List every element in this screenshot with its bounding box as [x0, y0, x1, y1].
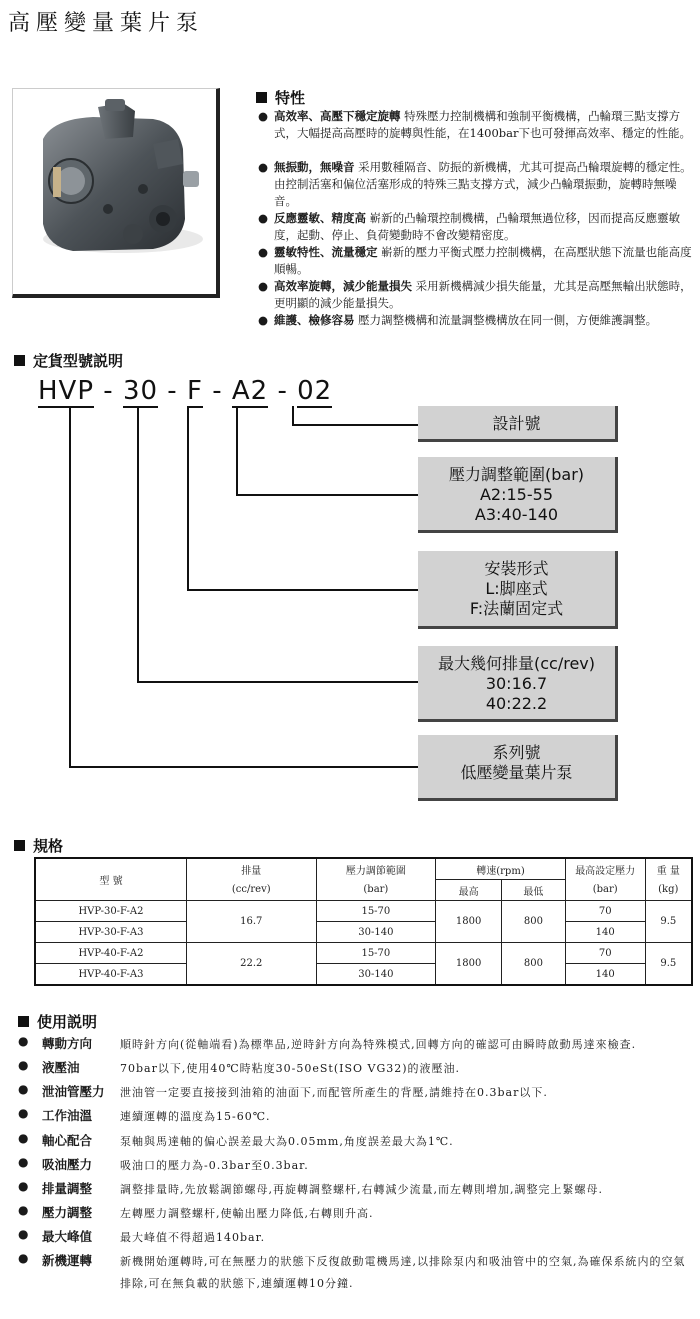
usage-label: 泄油管壓力 — [42, 1084, 105, 1099]
bullet-icon: ● — [18, 1251, 29, 1265]
cell-max-pressure: 70 — [565, 901, 645, 922]
box-line: 設計號 — [492, 414, 541, 433]
usage-desc: 順時針方向(從軸端看)為標準品,逆時針方向為特殊模式,回轉方向的確認可由瞬時啟動馬達來檢查. — [120, 1038, 637, 1051]
feature-desc: 采用新機構減少損失能量，尤其是高壓無輸出狀態時，更明顯的減少能量損失。 — [274, 279, 692, 310]
usage-desc: 連續運轉的溫度為15-60℃. — [120, 1110, 271, 1123]
model-design: 02 — [297, 376, 333, 406]
table-header-row — [35, 858, 692, 880]
usage-desc: 70bar以下,使用40℃時粘度30-50eSt(ISO VG32)的液壓油. — [120, 1062, 461, 1075]
bullet-icon: ● — [18, 1179, 29, 1193]
product-photo — [12, 88, 220, 298]
model-separator: - — [103, 376, 114, 406]
model-series: HVP — [38, 376, 95, 406]
code-box-design — [418, 406, 618, 442]
feature-label: 反應靈敏、精度高 — [274, 211, 366, 225]
connector-line — [292, 424, 418, 426]
header-weight: 重 量 — [645, 858, 692, 880]
usage-desc: 吸油口的壓力為-0.3bar至0.3bar. — [120, 1159, 309, 1172]
code-box-displacement — [418, 646, 618, 722]
cell-pressure-range: 30-140 — [316, 922, 436, 943]
feature-desc: 嶄新的壓力平衡式壓力控制機構，在高壓狀態下流量也能高度順暢。 — [274, 245, 692, 276]
feature-item — [258, 108, 698, 142]
bullet-icon: ● — [258, 160, 269, 174]
feature-label: 高效率、高壓下穩定旋轉 — [274, 109, 401, 123]
usage-desc: 泵軸與馬達軸的偏心誤差最大為0.05mm,角度誤差最大為1℃. — [120, 1135, 454, 1148]
features-heading-label: 特性 — [275, 89, 306, 107]
feature-desc: 采用數種隔音、防振的新機構，尤其可提高凸輪環旋轉的穩定性。由控制活塞和偏位活塞形成的特殊三點支撐方式，減少凸輪環振動，旋轉時無噪音。 — [274, 160, 692, 208]
feature-item — [258, 210, 698, 244]
cell-weight: 9.5 — [645, 901, 692, 943]
cell-speed-min: 800 — [502, 943, 566, 986]
model-displacement: 30 — [122, 376, 159, 406]
cell-pressure-range: 15-70 — [316, 943, 436, 964]
connector-line — [137, 681, 418, 683]
bullet-icon: ● — [18, 1082, 29, 1096]
cell-displacement: 22.2 — [186, 943, 316, 986]
bullet-icon: ● — [258, 313, 269, 327]
connector-line — [292, 406, 294, 425]
table-row — [35, 943, 692, 964]
cell-max-pressure: 140 — [565, 964, 645, 986]
model-mounting: F — [186, 376, 203, 406]
page-title: 高壓變量葉片泵 — [8, 11, 205, 36]
box-line: L:脚座式 — [485, 579, 548, 598]
box-line: 最大幾何排量(cc/rev) — [437, 654, 595, 673]
usage-heading-label: 使用説明 — [37, 1013, 98, 1031]
box-line: 系列號 — [492, 743, 541, 762]
cell-max-pressure: 140 — [565, 922, 645, 943]
usage-desc: 最大峰值不得超過140bar. — [120, 1231, 266, 1244]
cell-pressure-range: 15-70 — [316, 901, 436, 922]
bullet-icon: ● — [18, 1203, 29, 1217]
bullet-icon: ● — [18, 1106, 29, 1120]
feature-label: 高效率旋轉，減少能量損失 — [274, 279, 412, 293]
spec-heading-label: 規格 — [33, 837, 64, 855]
heading-square-icon — [14, 355, 25, 366]
connector-line — [69, 406, 71, 767]
connector-line — [187, 406, 189, 590]
header-pressure-unit: (bar) — [316, 880, 436, 901]
code-box-pressure — [418, 457, 618, 533]
bullet-icon: ● — [258, 109, 269, 123]
usage-desc: 調整排量時,先放鬆調節螺母,再旋轉調整螺杆,右轉減少流量,而左轉則增加,調整完上緊螺母. — [120, 1183, 603, 1196]
feature-item — [258, 159, 698, 210]
box-line: A3:40-140 — [474, 505, 559, 524]
usage-label: 最大峰值 — [42, 1229, 93, 1244]
code-box-series — [418, 735, 618, 801]
feature-item — [258, 278, 698, 312]
box-line: 30:16.7 — [485, 674, 548, 693]
feature-label: 靈敏特性、流量穩定 — [274, 245, 378, 259]
ordering-heading — [14, 350, 123, 371]
cell-weight: 9.5 — [645, 943, 692, 986]
connector-line — [187, 589, 418, 591]
header-displacement-unit: (cc/rev) — [186, 880, 316, 901]
ordering-heading-label: 定貨型號説明 — [33, 352, 124, 370]
bullet-icon: ● — [18, 1058, 29, 1072]
header-speed-max: 最高 — [436, 880, 502, 901]
cell-pressure-range: 30-140 — [316, 964, 436, 986]
code-box-mounting — [418, 551, 618, 629]
usage-label: 工作油溫 — [42, 1108, 93, 1123]
connector-line — [236, 494, 418, 496]
bullet-icon: ● — [258, 279, 269, 293]
header-max-pressure-unit: (bar) — [565, 880, 645, 901]
table-row — [35, 901, 692, 922]
feature-label: 維護、檢修容易 — [274, 313, 355, 327]
header-speed: 轉速(rpm) — [436, 858, 566, 880]
heading-square-icon — [256, 92, 267, 103]
header-model: 型 號 — [35, 858, 186, 901]
header-max-pressure: 最高設定壓力 — [565, 858, 645, 880]
header-displacement: 排量 — [186, 858, 316, 880]
feature-item — [258, 244, 698, 278]
model-separator: - — [167, 376, 178, 406]
box-line: A2:15-55 — [479, 485, 553, 504]
box-line: 安裝形式 — [484, 559, 549, 578]
usage-label: 新機運轉 — [42, 1253, 93, 1268]
bullet-icon: ● — [18, 1131, 29, 1145]
usage-label: 轉動方向 — [42, 1036, 93, 1051]
spec-heading — [14, 835, 63, 856]
bullet-icon: ● — [18, 1034, 29, 1048]
model-pressure: A2 — [231, 376, 269, 406]
usage-label: 吸油壓力 — [42, 1157, 93, 1172]
usage-desc: 新機開始運轉時,可在無壓力的狀態下反復啟動電機馬達,以排除泵内和吸油管中的空氣,為確保系統内的空氣排除,可在無負載的狀態下,連續運轉10分鐘. — [120, 1255, 686, 1290]
feature-desc: 特殊壓力控制機構和強制平衡機構，凸輪環三點支撐方式，大幅提高高壓時的旋轉與性能，在1400bar下也可發揮高效率、穩定的性能。 — [274, 109, 691, 140]
feature-desc: 壓力調整機構和流量調整機構放在同一側，方便維護調整。 — [358, 313, 658, 327]
heading-square-icon — [14, 840, 25, 851]
connector-line — [236, 406, 238, 495]
usage-heading — [18, 1011, 97, 1032]
usage-label: 排量調整 — [42, 1181, 93, 1196]
cell-speed-max: 1800 — [436, 901, 502, 943]
vane-pump-illustration — [13, 89, 217, 295]
box-line: 低壓變量葉片泵 — [460, 763, 573, 782]
heading-square-icon — [18, 1016, 29, 1027]
cell-model: HVP-30-F-A2 — [35, 901, 186, 922]
header-speed-min: 最低 — [502, 880, 566, 901]
feature-desc: 嶄新的凸輪環控制機構，凸輪環無過位移，因而提高反應靈敏度，起動、停止、負荷變動時不會改變精密度。 — [274, 211, 681, 242]
header-weight-unit: (kg) — [645, 880, 692, 901]
model-separator: - — [212, 376, 223, 406]
cell-model: HVP-40-F-A3 — [35, 964, 186, 986]
connector-line — [69, 766, 418, 768]
feature-item — [258, 312, 698, 329]
usage-desc: 左轉壓力調整螺杆,使輸出壓力降低,右轉則升高. — [120, 1207, 374, 1220]
feature-label: 無振動，無噪音 — [274, 160, 355, 174]
box-line: F:法蘭固定式 — [469, 599, 564, 618]
cell-max-pressure: 70 — [565, 943, 645, 964]
table-row — [35, 964, 692, 986]
bullet-icon: ● — [258, 211, 269, 225]
bullet-icon: ● — [18, 1155, 29, 1169]
usage-desc: 泄油管一定要直接接到油箱的油面下,而配管所產生的背壓,請維持在0.3bar以下. — [120, 1086, 548, 1099]
bullet-icon: ● — [258, 245, 269, 259]
usage-label: 液壓油 — [42, 1060, 80, 1075]
usage-label: 軸心配合 — [42, 1133, 93, 1148]
cell-displacement: 16.7 — [186, 901, 316, 943]
bullet-icon: ● — [18, 1227, 29, 1241]
usage-label: 壓力調整 — [42, 1205, 93, 1220]
header-pressure-range: 壓力調節範圍 — [316, 858, 436, 880]
box-line: 壓力調整範圍(bar) — [448, 465, 585, 484]
model-separator: - — [277, 376, 288, 406]
table-row — [35, 922, 692, 943]
cell-model: HVP-30-F-A3 — [35, 922, 186, 943]
model-code — [38, 376, 332, 408]
connector-line — [137, 406, 139, 682]
cell-model: HVP-40-F-A2 — [35, 943, 186, 964]
spec-table — [34, 857, 693, 986]
cell-speed-max: 1800 — [436, 943, 502, 986]
cell-speed-min: 800 — [502, 901, 566, 943]
box-line: 40:22.2 — [485, 694, 548, 713]
features-heading — [256, 87, 305, 108]
